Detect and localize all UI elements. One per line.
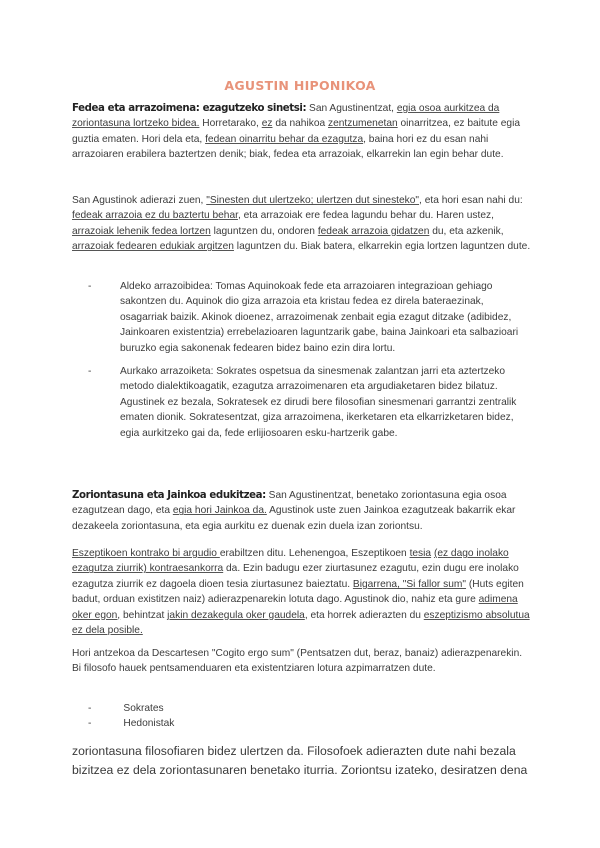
bullet-dash: - bbox=[88, 703, 92, 714]
page-title: AGUSTIN HIPONIKOA bbox=[224, 78, 376, 93]
section-heading-faith-reason: Fedea eta arrazoimena: ezagutzeko sinetsi: bbox=[72, 103, 307, 114]
list-item bbox=[88, 279, 524, 356]
paragraph-faith-reason: Fedea eta arrazoimena: ezagutzeko sinetsi: San Agustinentzat, egia osoa aurkitzea da zoriontasuna lortzeko bidea. Horretarako, ez da nahikoa zentzumenetan oinarritzea, ez baitute egia guztia ematen. Hori dela eta, fedean oinarritu behar da ezagutza, baina hori ez du esan nahi arrazoiaren erabilera baztertzen denik; biak, fedea eta arrazoiak, elkarrekin lan egin behar dute. bbox=[72, 103, 520, 161]
paragraph-descartes: Hori antzekoa da Descartesen "Cogito ergo sum" (Pentsatzen dut, beraz, banaiz) adierazpenarekin. Bi filosofo hauek pentsamenduaren eta existentziaren lotura azpimarratzen dute. bbox=[72, 648, 523, 675]
list-item-text: Aurkako arrazoiketa: Sokrates ospetsua da sinesmenak zalantzan jarri eta aztertzeko metodo dialektikoagatik, ezagutza arrazoimenaren eta argudiaketaren bidez bilatuz. Agustinek ez bezala, Sokratesek ez dirudi bere filosofian sinesmenari garrantzi zentralik ematen dionik. Sokratesentzat, giza arrazoimena, ikerketaren eta elkarrizketaren bidez, egia aurkitzeko gai da, fede erlijiosoaren esku-hartzerik gabe. bbox=[120, 366, 517, 439]
paragraph-philosophy-happiness: zoriontasuna filosofiaren bidez ulertzen da. Filosofoek adierazten dute nahi bezala bizitzea ez dela zoriontasunaren benetako iturria. Zoriontsu izateko, desiratzen dena bbox=[72, 744, 528, 777]
bullet-dash: - bbox=[88, 718, 92, 729]
list-item-text: Hedonistak bbox=[123, 718, 175, 729]
list-item-text: Aldeko arrazoibidea: Tomas Aquinokoak fede eta arrazoiaren integrazioan gehiago sakontzen du. Aquinok dio giza arrazoia eta kristau fedea ez direla bateraezinak, osagarriak baizik. Akinok dioenez, arrazoimenak zenbait egia ezagut ditzake (adibidez, Jainkoaren existentzia) errebelazioaren laguntzarik gabe, baina Jainkoari eta salbazioari buruzko egia sakonenak fedearen bidez baino ezin dira lortu. bbox=[120, 281, 519, 354]
list-item bbox=[88, 716, 174, 731]
list-item bbox=[88, 701, 164, 716]
bullet-dash: - bbox=[88, 281, 92, 292]
list-item bbox=[88, 364, 524, 441]
section-heading-happiness-god: Zoriontasuna eta Jainkoa edukitzea: bbox=[72, 490, 266, 501]
paragraph-happiness-god: Zoriontasuna eta Jainkoa edukitzea: San Agustinentzat, benetako zoriontasuna egia osoa ezagutzean dago, eta egia hori Jainkoa da. Agustinok uste zuen Jainkoa ezagutzeak bakarrik ekar dezakeela zoriontasuna, eta egia aurkitu ez duenak ezin duela izan zoriontsu. bbox=[72, 490, 516, 532]
paragraph-skeptics: Eszeptikoen kontrako bi argudio erabiltzen ditu. Lehenengoa, Eszeptikoen tesia (ez dago inolako ezagutza ziurrik) kontraesankorra da. Ezin badugu ezer ziurtasunez ezagutu, ezin dugu ere inolako ezagutza ziurrik ez dagoela dioen tesia ziurtasunez baieztatu. Bigarrena, "Si fallor sum" (Huts egiten badut, orduan existitzen naiz) adierazpenarekin lotuta dago. Agustinok dio, nahiz eta gure adimena oker egon, behintzat jakin dezakegula oker gaudela, eta horrek adierazten du eszeptizismo absolutua ez dela posible. bbox=[72, 548, 530, 637]
bullet-dash: - bbox=[88, 366, 92, 377]
paragraph-believe-understand: San Agustinok adierazi zuen, "Sinesten dut ulertzeko; ulertzen dut sinesteko", eta hori esan nahi du: fedeak arrazoia ez du baztertu behar, eta arrazoiak ere fedea lagundu behar du. Haren ustez, arrazoiak lehenik fedea lortzen laguntzen du, ondoren fedeak arrazoia gidatzen du, eta azkenik, arrazoiak fedearen edukiak argitzen laguntzen du. Biak batera, elkarrekin egia lortzen laguntzen dute. bbox=[72, 195, 531, 253]
list-item-text: Sokrates bbox=[123, 703, 164, 714]
